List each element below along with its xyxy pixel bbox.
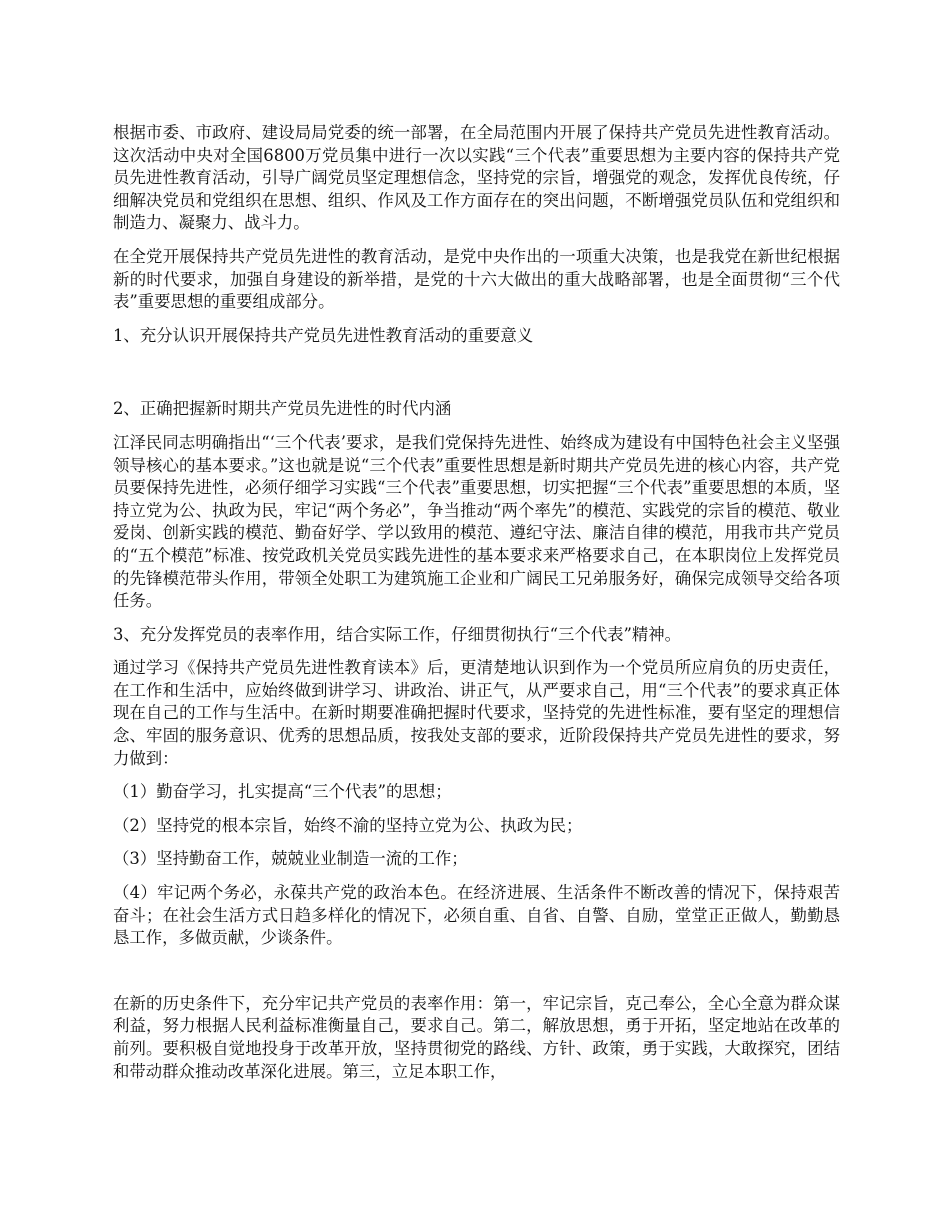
section-heading-1: 1、充分认识开展保持共产党员先进性教育活动的重要意义	[113, 325, 534, 345]
blank-space	[113, 358, 840, 398]
list-item-4: （4）牢记两个务必，永葆共产党的政治本色。在经济进展、生活条件不断改善的情况下，保持艰苦奋斗；在社会生活方式日趋多样化的情况下，必须自重、自省、自警、自励，堂堂正正做人，勤勤恳恳工作，多做贡献，少谈条件。	[113, 883, 840, 948]
context-paragraph: 在全党开展保持共产党员先进性的教育活动，是党中央作出的一项重大决策，也是我党在新世纪根据新的时代要求，加强自身建设的新举措，是党的十六大做出的重大战略部署，也是全面贯彻“三个代表”重要思想的重要组成部分。	[113, 246, 840, 312]
section-3-paragraph: 通过学习《保持共产党员先进性教育读本》后，更清楚地认识到作为一个党员所应肩负的历史责任，在工作和生活中，应始终做到讲学习、讲政治、讲正气，从严要求自己，用“三个代表”的要求真正体现在自己的工作与生活中。在新时期要准确把握时代要求，坚持党的先进性标准，要有坚定的理想信念、牢固的服务意识、优秀的思想品质，按我处支部的要求，近阶段保持共产党员先进性的要求，努力做到：	[113, 658, 840, 768]
intro-paragraph: 根据市委、市政府、建设局局党委的统一部署，在全局范围内开展了保持共产党员先进性教育活动。这次活动中央对全国6800万党员集中进行一次以实践“三个代表”重要思想为主要内容的保持共产党员先进性教育活动，引导广阔党员坚定理想信念，坚持党的宗旨，增强党的观念，发挥优良传统，仔细解决党员和党组织在思想、组织、作风及工作方面存在的突出问题，不断增强党员队伍和党组织和制造力、凝聚力、战斗力。	[113, 123, 840, 233]
closing-paragraph: 在新的历史条件下，充分牢记共产党员的表率作用：第一，牢记宗旨，克己奉公，全心全意为群众谋利益，努力根据人民利益标准衡量自己，要求自己。第二，解放思想，勇于开拓，坚定地站在改革的前列。要积极自觉地投身于改革开放，坚持贯彻党的路线、方针、政策，勇于实践，大敢探究，团结和带动群众推动改革深化进展。第三，立足本职工作，	[113, 993, 840, 1081]
list-item-2: （2）坚持党的根本宗旨，始终不渝的坚持立党为公、执政为民；	[113, 815, 583, 835]
section-heading-3: 3、充分发挥党员的表率作用，结合实际工作，仔细贯彻执行“三个代表”精神。	[113, 624, 682, 644]
list-item-1: （1）勤奋学习，扎实提高“三个代表”的思想；	[113, 782, 452, 802]
document-body	[113, 122, 840, 1094]
section-2-paragraph: 江泽民同志明确指出“‘三个代表’要求，是我们党保持先进性、始终成为建设有中国特色社会主义坚强领导核心的基本要求。”这也就是说“三个代表”重要性思想是新时期共产党员先进的核心内容，共产党员要保持先进性，必须仔细学习实践“三个代表”重要思想，切实把握“三个代表”重要思想的本质，坚持立党为公、执政为民，牢记“两个务必”，争当推动“两个率先”的模范、实践党的宗旨的模范、敬业爱岗、创新实践的模范、勤奋好学、学以致用的模范、遵纪守法、廉洁自律的模范，用我市共产党员的“五个模范”标准、按党政机关党员实践先进性的基本要求来严格要求自己，在本职岗位上发挥党员的先锋模范带头作用，带领全处职工为建筑施工企业和广阔民工兄弟服务好，确保完成领导交给各项任务。	[113, 432, 840, 611]
list-item-3: （3）坚持勤奋工作，兢兢业业制造一流的工作；	[113, 849, 468, 869]
blank-space	[113, 961, 840, 993]
section-heading-2: 2、正确把握新时期共产党员先进性的时代内涵	[113, 399, 452, 419]
